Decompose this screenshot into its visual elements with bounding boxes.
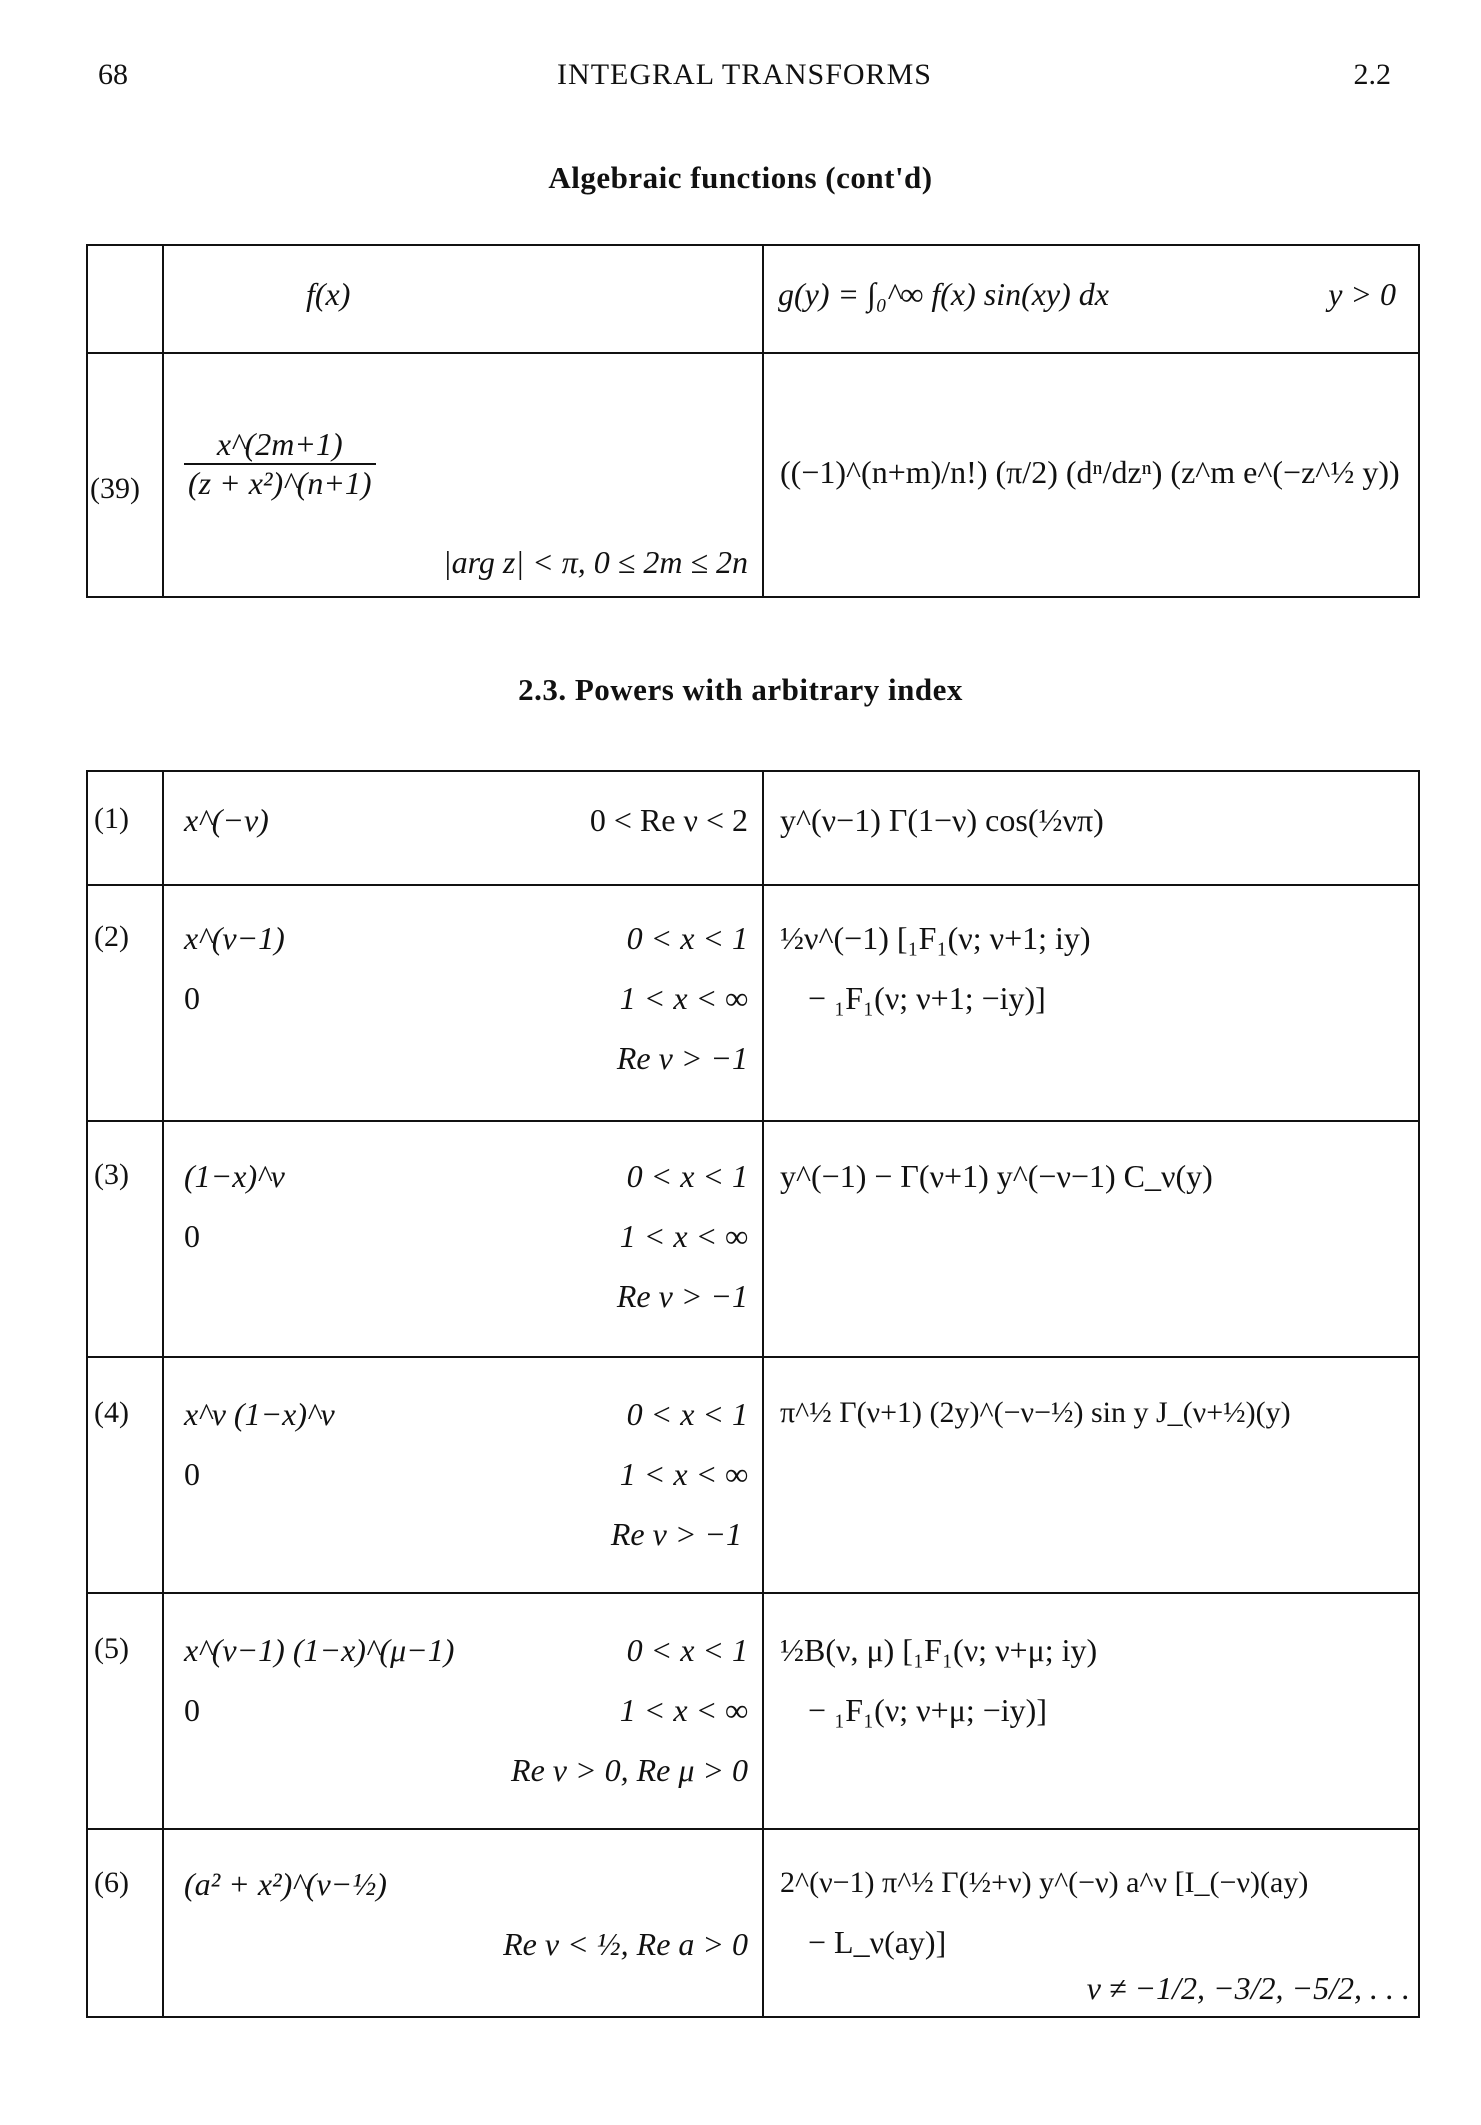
row-number: (1) [94, 802, 129, 835]
table-powers-arbitrary-index [86, 770, 1420, 2018]
row-number: (3) [94, 1158, 129, 1191]
table1-caption: Algebraic functions (cont'd) [548, 160, 933, 195]
row-number: (6) [94, 1866, 129, 1899]
condition-line: Re ν > −1 [616, 1040, 748, 1076]
f-expression: 0 [184, 1456, 200, 1492]
table-row [88, 1830, 1418, 2018]
f-expression: x^(−ν) [184, 802, 269, 838]
g-expression: ((−1)^(n+m)/n!) (π/2) (dⁿ/dzⁿ) (z^m e^(−z^½ y)) [780, 454, 1400, 490]
table-row [88, 1122, 1418, 1358]
condition-line: 0 < x < 1 [626, 1632, 748, 1668]
f-condition: |arg z| < π, 0 ≤ 2m ≤ 2n [442, 544, 748, 580]
condition-line: Re ν > −1 [616, 1278, 748, 1314]
page-header [98, 58, 1391, 98]
section-heading: 2.3. Powers with arbitrary index [518, 672, 963, 707]
f-expression: 0 [184, 1692, 200, 1728]
running-title: INTEGRAL TRANSFORMS [557, 58, 932, 91]
condition-line: 0 < x < 1 [626, 920, 748, 956]
condition-line: 1 < x < ∞ [619, 1218, 748, 1254]
f-expression: x^(ν−1) [184, 920, 285, 956]
g-expression: y^(ν−1) Γ(1−ν) cos(½νπ) [780, 802, 1104, 838]
column-header-f: f(x) [306, 276, 351, 312]
g-expression: 2^(ν−1) π^½ Γ(½+ν) y^(−ν) a^ν [I_(−ν)(ay) [780, 1866, 1309, 1899]
row-number: (5) [94, 1632, 129, 1665]
f-expression: (a² + x²)^(ν−½) [184, 1866, 387, 1902]
table1-header-row [88, 246, 1418, 354]
g-expression: − ₁F₁(ν; ν+1; −iy)] [808, 980, 1046, 1016]
f-expression: 0 [184, 1218, 200, 1254]
f-expression: x^(ν−1) (1−x)^(μ−1) [184, 1632, 455, 1668]
f-expression [184, 426, 376, 502]
condition-line: 0 < Re ν < 2 [589, 802, 748, 838]
table-algebraic-functions [86, 244, 1420, 598]
condition-line: Re ν < ½, Re a > 0 [503, 1926, 748, 1962]
g-expression: − ₁F₁(ν; ν+μ; −iy)] [808, 1692, 1047, 1728]
f-expression: 0 [184, 980, 200, 1016]
section-number: 2.2 [1353, 58, 1391, 91]
condition-line: 0 < x < 1 [626, 1158, 748, 1194]
condition-line: 0 < x < 1 [626, 1396, 748, 1432]
table-row [88, 1594, 1418, 1830]
condition-line: Re ν > 0, Re μ > 0 [511, 1752, 748, 1788]
g-expression: π^½ Γ(ν+1) (2y)^(−ν−½) sin y J_(ν+½)(y) [780, 1396, 1291, 1429]
condition-line: 1 < x < ∞ [619, 1692, 748, 1728]
page-number: 68 [98, 58, 128, 91]
table-row [88, 886, 1418, 1122]
f-expression: x^ν (1−x)^ν [184, 1396, 335, 1432]
f-expression: (1−x)^ν [184, 1158, 285, 1194]
row-number: (2) [94, 920, 129, 953]
g-expression: − L_ν(ay)] [808, 1924, 947, 1960]
g-expression: y^(−1) − Γ(ν+1) y^(−ν−1) C_ν(y) [780, 1158, 1213, 1194]
g-expression: ½ν^(−1) [₁F₁(ν; ν+1; iy) [780, 920, 1091, 956]
f-denominator: (z + x²)^(n+1) [188, 465, 372, 501]
table-row [88, 354, 1418, 598]
row-number: (4) [94, 1396, 129, 1429]
table-row [88, 1358, 1418, 1594]
condition-line: 1 < x < ∞ [619, 980, 748, 1016]
column-header-g: g(y) = ∫₀^∞ f(x) sin(xy) dx [778, 276, 1109, 312]
g-condition: ν ≠ −1/2, −3/2, −5/2, . . . [1086, 1970, 1410, 2006]
row-number: (39) [90, 472, 140, 505]
f-numerator: x^(2m+1) [184, 426, 376, 465]
g-expression: ½B(ν, μ) [₁F₁(ν; ν+μ; iy) [780, 1632, 1098, 1668]
column-header-condition: y > 0 [1328, 276, 1396, 312]
condition-line: Re ν > −1 [610, 1516, 742, 1552]
condition-line: 1 < x < ∞ [619, 1456, 748, 1492]
table-row [88, 772, 1418, 886]
